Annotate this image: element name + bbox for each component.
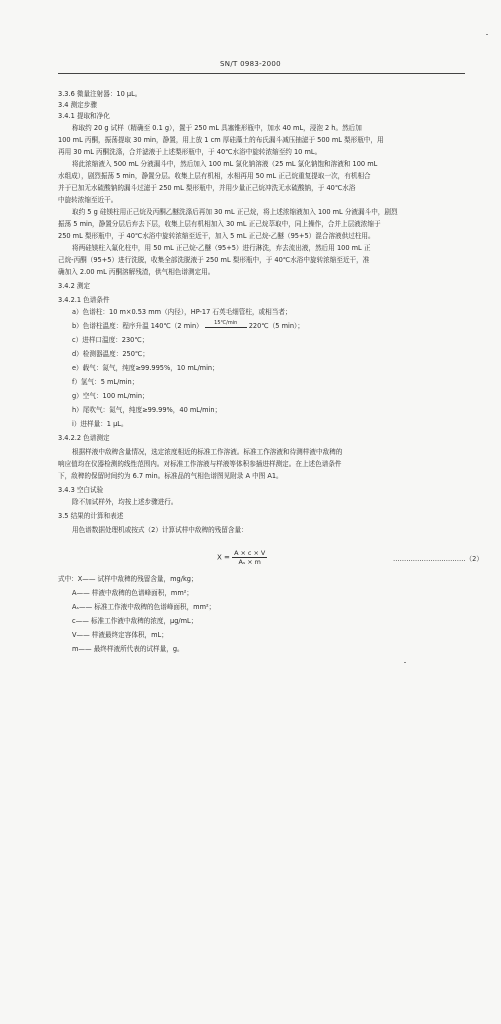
text-line	[72, 526, 248, 535]
text-line	[72, 603, 215, 612]
text-line	[72, 589, 193, 598]
line-text: a）色谱柱：10 m×0.53 mm（内径），HP-17 石英毛细管柱，或相当者；	[72, 308, 292, 316]
line-text: i）进样量：1 μL。	[72, 420, 128, 428]
line-text: f）氢气：5 mL/min；	[72, 378, 139, 386]
text-line	[58, 472, 283, 481]
text-line	[58, 172, 371, 181]
line-text: 根据样液中敌稗含量情况，选定浓度相近的标准工作溶液。标准工作溶液和待测样液中敌稗的	[72, 448, 343, 456]
line-text: 将两硅镁柱入氟化柱中，用 50 mL 正己烷-乙醚（95+5）进行淋洗，弃去流出液，然后用 100 mL 正	[72, 244, 371, 252]
line-text: 称取约 20 g 试样（精确至 0.1 g），置于 250 mL 具塞锥形瓶中，加水 40 mL，浸泡 2 h。然后加	[72, 124, 362, 132]
text-line	[72, 392, 149, 401]
line-text: A—— 样液中敌稗的色谱峰面积，mm²；	[72, 589, 194, 597]
text-line	[72, 244, 370, 253]
text-line	[72, 378, 138, 387]
line-text: 100 mL 丙酮，振荡提取 30 min，静置，用上放 1 cm 厚硅藻土的布氏漏斗减压抽滤于 500 mL 梨形瓶中，用	[58, 136, 384, 144]
formula-fraction	[232, 549, 267, 566]
text-line	[58, 184, 355, 193]
text-line	[58, 512, 123, 521]
text-line	[58, 434, 110, 443]
line-text: g）空气：100 mL/min；	[72, 392, 149, 400]
formula	[217, 549, 267, 566]
text-line	[58, 282, 90, 291]
header-rule	[58, 73, 465, 74]
text-line	[72, 406, 221, 415]
line-text: 并于已加无水硫酸钠的漏斗过滤于 250 mL 梨形瓶中，并用少量正己烷冲洗无水硫酸钠，于 40℃水浴	[58, 184, 356, 192]
line-text: 3.4.2 测定	[58, 282, 91, 290]
text-line	[72, 350, 149, 359]
text-line	[72, 160, 377, 169]
temp-ramp-end: 220℃（5 min）；	[248, 322, 304, 330]
arrow-icon	[205, 327, 247, 328]
text-line	[72, 645, 184, 654]
text-line	[58, 101, 97, 110]
temp-ramp-rate: 15℃/min	[214, 320, 238, 326]
scan-speck	[404, 662, 406, 663]
line-text: c）进样口温度：230℃；	[72, 336, 149, 344]
line-text: 用色谱数据处理机或按式（2）计算试样中敌稗的残留含量：	[72, 526, 248, 534]
page-header: SN/T 0983-2000	[220, 60, 281, 68]
line-text: 3.5 结果的计算和表述	[58, 512, 124, 520]
line-text: c—— 标准工作液中敌稗的浓度，μg/mL；	[72, 617, 198, 625]
text-line	[58, 196, 117, 205]
text-line	[58, 148, 321, 157]
line-text: 将此浓缩液入 500 mL 分液漏斗中，然后加入 100 mL 氯化钠溶液（25 mL 氯化钠饱和溶液和 100 mL	[72, 160, 378, 168]
line-text: 3.4.1 提取和净化	[58, 112, 110, 120]
text-line	[58, 256, 369, 265]
line-text: m—— 最终样液所代表的试样量，g。	[72, 645, 184, 653]
text-line	[58, 460, 342, 469]
text-line	[58, 296, 110, 305]
scan-speck	[486, 34, 488, 35]
line-text: 3.4.3 空白试验	[58, 486, 104, 494]
text-line	[58, 575, 198, 584]
text-line	[72, 420, 128, 429]
line-text: 3.4.2.1 色谱条件	[58, 296, 110, 304]
text-line	[58, 268, 214, 277]
text-line	[72, 498, 178, 507]
line-text: 取约 5 g 硅镁柱用正己烷及丙酮乙醚洗涤后再加 30 mL 正己烷，将上述浓缩液加入 100 mL 分液漏斗中，剧烈	[72, 208, 398, 216]
line-text: 3.3.6 微量注射器：10 μL。	[58, 90, 142, 98]
text-line	[72, 208, 398, 217]
text-line	[72, 336, 148, 345]
text-line	[58, 486, 103, 495]
formula-lhs: X =	[217, 553, 230, 562]
line-text: d）检测器温度：250℃；	[72, 350, 149, 358]
text-line	[72, 364, 219, 373]
text-line	[72, 617, 197, 626]
line-text: 除不加试样外，均按上述步骤进行。	[72, 498, 178, 506]
text-line	[72, 124, 362, 133]
formula-number: ……………………………（2）	[393, 555, 483, 563]
formula-numerator: A × c × V	[234, 549, 266, 557]
line-text: b）色谱柱温度：程序升温 140℃（2 min）	[72, 322, 203, 330]
text-line	[58, 90, 141, 99]
line-text: V—— 样液最终定容体积，mL；	[72, 631, 168, 639]
line-text: 水组成），剧烈振荡 5 min，静置分层。收集上层有机相，水相再用 50 mL 正己烷重复提取一次，有机相合	[58, 172, 371, 180]
line-text: 下，敌稗的保留时间约为 6.7 min。标准品的气相色谱图见附录 A 中图 A1。	[58, 472, 283, 480]
text-line	[58, 232, 375, 241]
text-line	[58, 220, 381, 229]
line-text: 确加入 2.00 mL 丙酮溶解残渣，供气相色谱测定用。	[58, 268, 215, 276]
line-text: 式中：X—— 试样中敌稗的残留含量，mg/kg；	[58, 575, 198, 583]
line-text: 再用 30 mL 丙酮洗涤，合并滤液于上述梨形瓶中，于 40℃水浴中旋转浓缩至约 10 mL。	[58, 148, 322, 156]
line-text: 己烷-丙酮（95+5）进行洗脱，收集全部洗脱液于 250 mL 梨形瓶中，于 40℃水浴中旋转浓缩至近干，准	[58, 256, 370, 264]
text-line	[72, 322, 304, 332]
line-text: e）载气：氮气，纯度≥99.995%，10 mL/min；	[72, 364, 219, 372]
text-line	[72, 631, 168, 640]
line-text: 3.4 测定步骤	[58, 101, 97, 109]
line-text: 振荡 5 min，静置分层后弃去下层，收集上层有机相加入 30 mL 正己烷萃取中，同上操作，合并上层液浓缩于	[58, 220, 381, 228]
text-line	[58, 136, 384, 145]
line-text: 响应值均在仪器检测的线性范围内。对标准工作溶液与样液等体积参插进样测定。在上述色谱条件	[58, 460, 342, 468]
line-text: 250 mL 梨形瓶中，于 40℃水浴中旋转浓缩至近干，加入 5 mL 正己烷-乙醚（95+5）混合溶液供过柱用。	[58, 232, 375, 240]
line-text: h）尾吹气：氮气，纯度≥99.99%，40 mL/min；	[72, 406, 222, 414]
line-text: 中旋转浓缩至近干。	[58, 196, 118, 204]
formula-denominator: Aₛ × m	[238, 558, 261, 566]
text-line	[58, 112, 110, 121]
text-line	[72, 448, 342, 457]
line-text: Aₛ—— 标准工作液中敌稗的色谱峰面积，mm²；	[72, 603, 216, 611]
temp-ramp-arrow	[203, 322, 249, 332]
line-text: 3.4.2.2 色谱测定	[58, 434, 110, 442]
text-line	[72, 308, 292, 317]
